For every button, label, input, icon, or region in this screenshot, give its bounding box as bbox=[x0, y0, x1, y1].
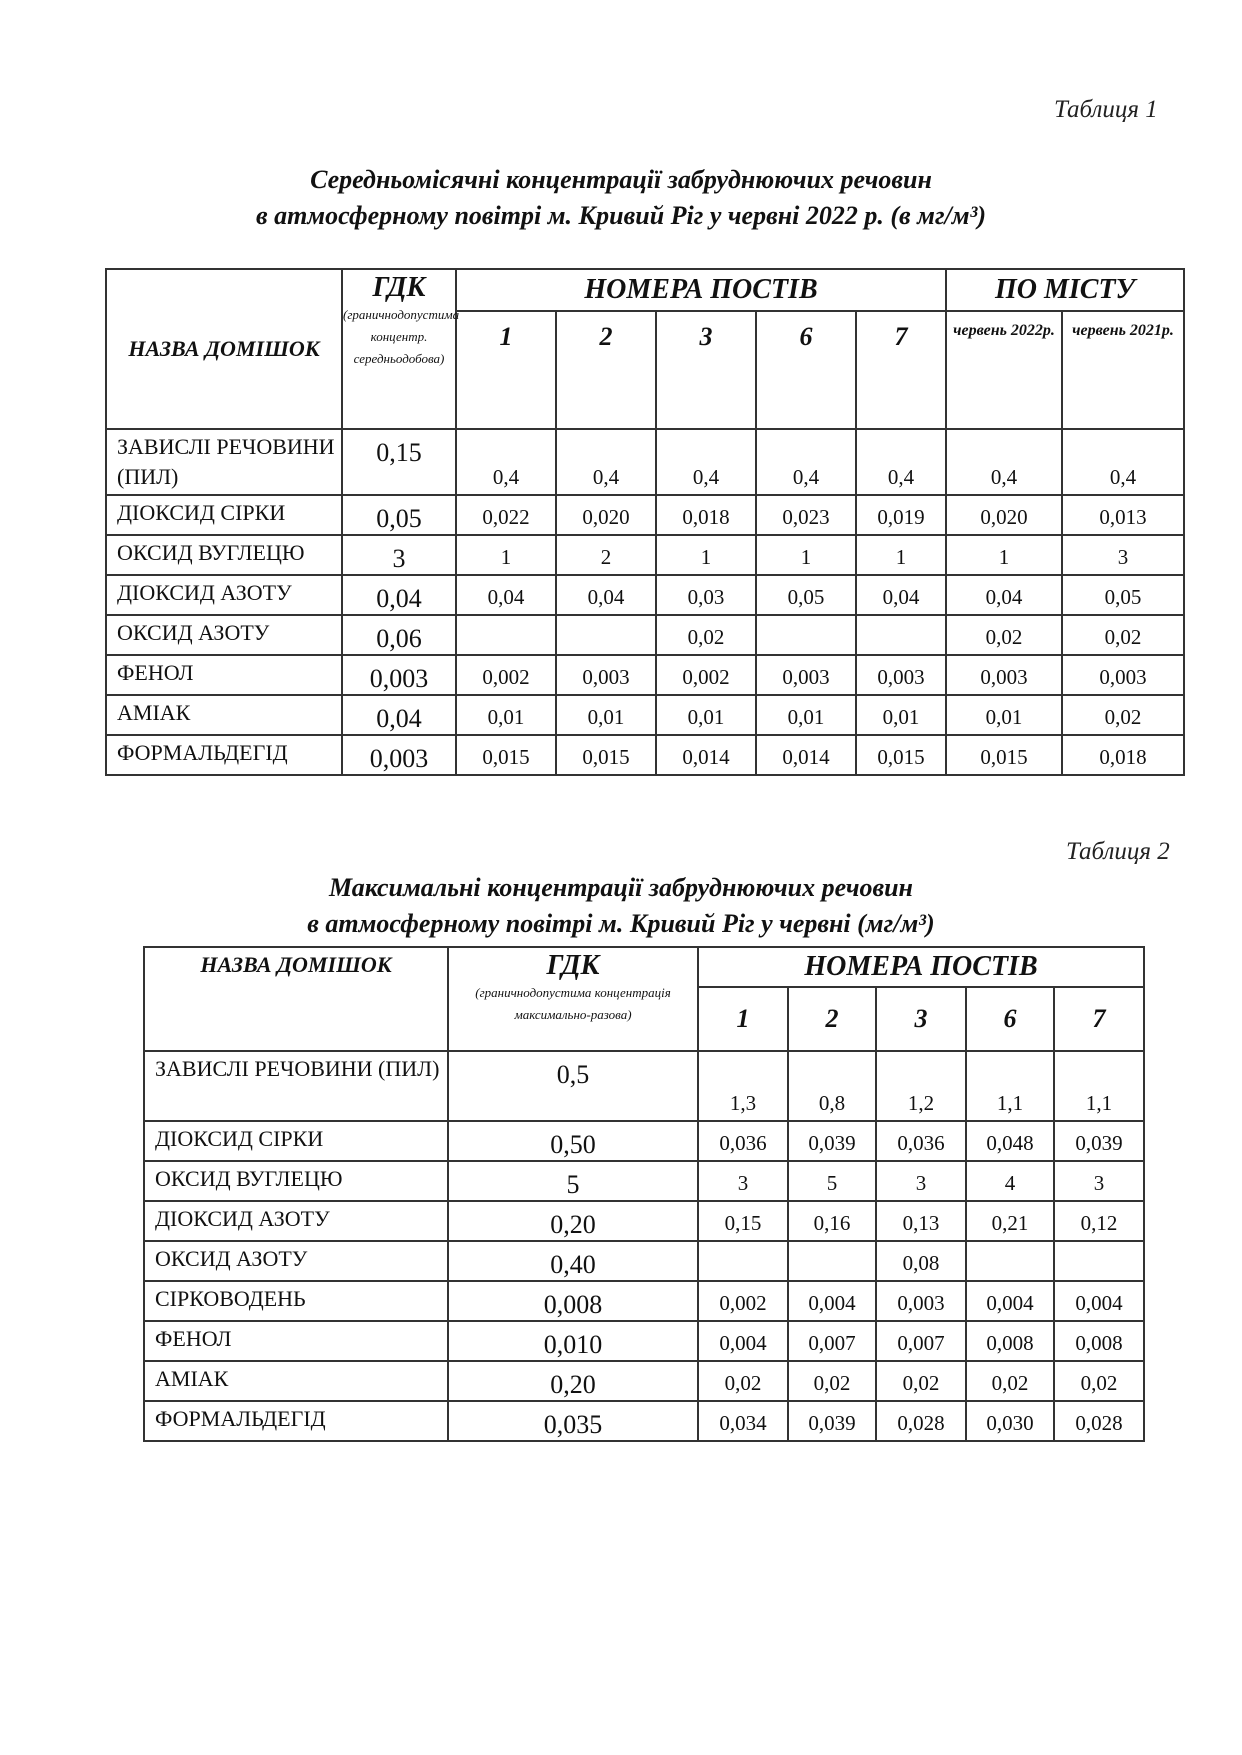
t2-row-value: 0,02 bbox=[788, 1361, 876, 1401]
t2-header-gdk-note: (граничнодопустима концентрація максимально-разова) bbox=[475, 985, 671, 1022]
t1-row-value: 0,4 bbox=[756, 429, 856, 495]
t1-row-value: 0,002 bbox=[656, 655, 756, 695]
t2-row-value: 0,004 bbox=[1054, 1281, 1144, 1321]
t1-row-value: 0,04 bbox=[946, 575, 1062, 615]
t1-row-value: 0,4 bbox=[946, 429, 1062, 495]
t2-row-value bbox=[698, 1241, 788, 1281]
table2-title bbox=[0, 870, 1242, 942]
t1-row-value: 0,4 bbox=[656, 429, 756, 495]
t1-row-value: 0,02 bbox=[656, 615, 756, 655]
t1-row-value: 0,013 bbox=[1062, 495, 1184, 535]
t2-row-name: ЗАВИСЛІ РЕЧОВИНИ (ПИЛ) bbox=[144, 1051, 448, 1121]
t2-row-value: 0,02 bbox=[876, 1361, 966, 1401]
t1-row-value: 0,04 bbox=[456, 575, 556, 615]
t1-row-value: 1 bbox=[656, 535, 756, 575]
t2-header-gdk-label: ГДК bbox=[546, 950, 600, 981]
t2-row-value bbox=[1054, 1241, 1144, 1281]
t1-row-value: 0,01 bbox=[856, 695, 946, 735]
t1-row bbox=[106, 495, 1184, 535]
t2-header-gdk bbox=[448, 947, 698, 1051]
t1-row bbox=[106, 535, 1184, 575]
t1-row-gdk: 0,04 bbox=[342, 695, 456, 735]
t2-row-value: 0,036 bbox=[876, 1121, 966, 1161]
t1-row-value: 0,4 bbox=[456, 429, 556, 495]
t2-row-value: 4 bbox=[966, 1161, 1054, 1201]
t2-row-value: 0,13 bbox=[876, 1201, 966, 1241]
t2-row bbox=[144, 1161, 1144, 1201]
t1-row-value: 0,4 bbox=[856, 429, 946, 495]
table2-title-line2: в атмосферному повітрі м. Кривий Ріг у червні (мг/м³) bbox=[307, 909, 935, 938]
t1-header-posts: НОМЕРА ПОСТІВ bbox=[456, 269, 946, 311]
t2-row-name: АМІАК bbox=[144, 1361, 448, 1401]
t1-row-value: 0,015 bbox=[556, 735, 656, 775]
t1-row-value: 0,020 bbox=[946, 495, 1062, 535]
t2-header-post: 7 bbox=[1054, 987, 1144, 1051]
t2-row-gdk: 0,035 bbox=[448, 1401, 698, 1441]
t1-header-gdk bbox=[342, 269, 460, 429]
t2-row bbox=[144, 1321, 1144, 1361]
t2-row-gdk: 0,008 bbox=[448, 1281, 698, 1321]
t1-header-post: 1 bbox=[456, 311, 556, 429]
t2-row-value: 0,034 bbox=[698, 1401, 788, 1441]
t1-row-name: ОКСИД АЗОТУ bbox=[106, 615, 342, 655]
t1-row bbox=[106, 429, 1184, 495]
t2-row-value: 5 bbox=[788, 1161, 876, 1201]
t1-row-value: 0,020 bbox=[556, 495, 656, 535]
t2-row-gdk: 0,40 bbox=[448, 1241, 698, 1281]
table1-title-line1: Середньомісячні концентрації забруднюючих речовин bbox=[310, 165, 932, 194]
t1-row-value: 0,05 bbox=[756, 575, 856, 615]
t1-row-gdk: 0,05 bbox=[342, 495, 456, 535]
t2-header-name: НАЗВА ДОМІШОК bbox=[144, 947, 448, 1051]
t1-row-value: 0,01 bbox=[656, 695, 756, 735]
t2-row-value: 0,08 bbox=[876, 1241, 966, 1281]
t1-row-value: 0,003 bbox=[946, 655, 1062, 695]
t1-row-value bbox=[756, 615, 856, 655]
t2-row-value: 0,8 bbox=[788, 1051, 876, 1121]
t2-row-name: ОКСИД ВУГЛЕЦЮ bbox=[144, 1161, 448, 1201]
t2-header-post: 6 bbox=[966, 987, 1054, 1051]
t2-row-value: 0,003 bbox=[876, 1281, 966, 1321]
t2-row-value: 1,3 bbox=[698, 1051, 788, 1121]
t1-row-value: 0,01 bbox=[556, 695, 656, 735]
t1-row-value: 0,05 bbox=[1062, 575, 1184, 615]
t2-row-name: ДІОКСИД АЗОТУ bbox=[144, 1201, 448, 1241]
t2-row-value: 0,036 bbox=[698, 1121, 788, 1161]
t1-row-value: 0,003 bbox=[1062, 655, 1184, 695]
t2-row-value: 0,039 bbox=[788, 1401, 876, 1441]
t2-row-value: 0,008 bbox=[1054, 1321, 1144, 1361]
t2-row-gdk: 0,50 bbox=[448, 1121, 698, 1161]
t2-row bbox=[144, 1201, 1144, 1241]
t2-row-value bbox=[788, 1241, 876, 1281]
t1-row-value: 0,003 bbox=[556, 655, 656, 695]
table2 bbox=[143, 946, 1145, 1442]
t1-row-value: 0,002 bbox=[456, 655, 556, 695]
t2-row bbox=[144, 1241, 1144, 1281]
t1-row-value bbox=[456, 615, 556, 655]
t2-row bbox=[144, 1361, 1144, 1401]
t1-row-gdk: 0,04 bbox=[342, 575, 456, 615]
t1-row-name: ДІОКСИД СІРКИ bbox=[106, 495, 342, 535]
t2-row-value: 3 bbox=[876, 1161, 966, 1201]
t1-row-value: 2 bbox=[556, 535, 656, 575]
table1-label: Таблиця 1 bbox=[1054, 96, 1158, 123]
t2-header-post: 2 bbox=[788, 987, 876, 1051]
t1-header-name: НАЗВА ДОМІШОК bbox=[106, 269, 342, 429]
t1-row-name: ЗАВИСЛІ РЕЧОВИНИ (ПИЛ) bbox=[106, 429, 342, 495]
t2-row-value: 0,030 bbox=[966, 1401, 1054, 1441]
t2-row-gdk: 0,20 bbox=[448, 1201, 698, 1241]
t2-row-name: ОКСИД АЗОТУ bbox=[144, 1241, 448, 1281]
t2-row-value: 0,004 bbox=[788, 1281, 876, 1321]
t1-row-value: 0,018 bbox=[1062, 735, 1184, 775]
t2-row-value bbox=[966, 1241, 1054, 1281]
t1-row-gdk: 3 bbox=[342, 535, 456, 575]
t2-row-value: 1,2 bbox=[876, 1051, 966, 1121]
t2-row-value: 0,008 bbox=[966, 1321, 1054, 1361]
t1-header-city: ПО МІСТУ bbox=[946, 269, 1184, 311]
t1-row-gdk: 0,06 bbox=[342, 615, 456, 655]
t1-header-post: 3 bbox=[656, 311, 756, 429]
t2-row-value: 0,02 bbox=[698, 1361, 788, 1401]
t2-row-gdk: 5 bbox=[448, 1161, 698, 1201]
t1-row-value bbox=[556, 615, 656, 655]
t1-header-gdk-note: (граничнодопустима концентр. середньодобова) bbox=[343, 307, 460, 366]
t1-row-name: АМІАК bbox=[106, 695, 342, 735]
t1-row-value: 0,014 bbox=[756, 735, 856, 775]
t1-row-value: 0,023 bbox=[756, 495, 856, 535]
t2-row-value: 0,21 bbox=[966, 1201, 1054, 1241]
t1-row-value: 0,018 bbox=[656, 495, 756, 535]
t1-row-gdk: 0,15 bbox=[342, 429, 456, 495]
t2-row-value: 0,028 bbox=[1054, 1401, 1144, 1441]
t2-row bbox=[144, 1281, 1144, 1321]
t1-row-name: ДІОКСИД АЗОТУ bbox=[106, 575, 342, 615]
t2-row-name: ДІОКСИД СІРКИ bbox=[144, 1121, 448, 1161]
t1-row-gdk: 0,003 bbox=[342, 735, 456, 775]
t1-header-post: 2 bbox=[556, 311, 656, 429]
t1-row-value: 0,4 bbox=[1062, 429, 1184, 495]
t2-header-posts: НОМЕРА ПОСТІВ bbox=[698, 947, 1144, 987]
t2-row bbox=[144, 1401, 1144, 1441]
t1-row-value: 0,02 bbox=[1062, 615, 1184, 655]
t1-row bbox=[106, 655, 1184, 695]
t1-row-value: 0,003 bbox=[856, 655, 946, 695]
t2-row-value: 0,048 bbox=[966, 1121, 1054, 1161]
t1-row-value: 0,019 bbox=[856, 495, 946, 535]
t1-row-name: ФЕНОЛ bbox=[106, 655, 342, 695]
t1-row-value: 0,4 bbox=[556, 429, 656, 495]
t1-row-value: 0,003 bbox=[756, 655, 856, 695]
t2-row-value: 0,002 bbox=[698, 1281, 788, 1321]
t2-row-name: ФОРМАЛЬДЕГІД bbox=[144, 1401, 448, 1441]
t2-row bbox=[144, 1121, 1144, 1161]
t2-row-value: 0,15 bbox=[698, 1201, 788, 1241]
t1-row-value: 0,03 bbox=[656, 575, 756, 615]
t1-row-value: 0,01 bbox=[456, 695, 556, 735]
t2-row-value: 1,1 bbox=[966, 1051, 1054, 1121]
t1-row-value: 0,02 bbox=[946, 615, 1062, 655]
t1-row-name: ФОРМАЛЬДЕГІД bbox=[106, 735, 342, 775]
table1-title bbox=[0, 162, 1242, 234]
t1-row-value: 0,022 bbox=[456, 495, 556, 535]
t2-row-value: 3 bbox=[1054, 1161, 1144, 1201]
t1-row bbox=[106, 735, 1184, 775]
t2-row-name: СІРКОВОДЕНЬ bbox=[144, 1281, 448, 1321]
t1-row-value: 1 bbox=[456, 535, 556, 575]
t1-row-value: 0,014 bbox=[656, 735, 756, 775]
t2-row-value: 0,039 bbox=[788, 1121, 876, 1161]
t1-row-value: 1 bbox=[856, 535, 946, 575]
t1-header-post: 6 bbox=[756, 311, 856, 429]
t1-row-gdk: 0,003 bbox=[342, 655, 456, 695]
t1-row-value: 0,04 bbox=[556, 575, 656, 615]
t1-row-value: 0,04 bbox=[856, 575, 946, 615]
t1-row-value: 0,02 bbox=[1062, 695, 1184, 735]
t2-row-value: 0,004 bbox=[698, 1321, 788, 1361]
t1-row-value: 0,015 bbox=[946, 735, 1062, 775]
t2-row-value: 0,16 bbox=[788, 1201, 876, 1241]
t2-header-post: 3 bbox=[876, 987, 966, 1051]
t1-row-value: 0,015 bbox=[856, 735, 946, 775]
t2-row bbox=[144, 1051, 1144, 1121]
t1-row-value: 0,015 bbox=[456, 735, 556, 775]
t1-row-name: ОКСИД ВУГЛЕЦЮ bbox=[106, 535, 342, 575]
t2-row-value: 0,02 bbox=[1054, 1361, 1144, 1401]
t1-row-value: 0,01 bbox=[946, 695, 1062, 735]
t2-row-gdk: 0,010 bbox=[448, 1321, 698, 1361]
t1-row-value: 3 bbox=[1062, 535, 1184, 575]
t2-row-gdk: 0,5 bbox=[448, 1051, 698, 1121]
t2-header-post: 1 bbox=[698, 987, 788, 1051]
t2-row-name: ФЕНОЛ bbox=[144, 1321, 448, 1361]
t1-row-value: 1 bbox=[756, 535, 856, 575]
t1-header-city-col: червень 2021р. bbox=[1062, 311, 1184, 429]
t2-row-value: 0,004 bbox=[966, 1281, 1054, 1321]
t2-row-value: 0,12 bbox=[1054, 1201, 1144, 1241]
t2-row-value: 0,039 bbox=[1054, 1121, 1144, 1161]
t2-row-value: 0,007 bbox=[788, 1321, 876, 1361]
t1-header-city-col: червень 2022р. bbox=[946, 311, 1062, 429]
t1-row bbox=[106, 695, 1184, 735]
t1-header-gdk-label: ГДК bbox=[372, 272, 426, 303]
table2-title-line1: Максимальні концентрації забруднюючих речовин bbox=[329, 873, 913, 902]
t2-row-value: 3 bbox=[698, 1161, 788, 1201]
t2-row-value: 0,007 bbox=[876, 1321, 966, 1361]
table2-label: Таблиця 2 bbox=[1066, 838, 1170, 865]
t2-row-gdk: 0,20 bbox=[448, 1361, 698, 1401]
t1-row-value: 0,01 bbox=[756, 695, 856, 735]
table1 bbox=[105, 268, 1185, 776]
t1-row-value bbox=[856, 615, 946, 655]
t2-row-value: 0,028 bbox=[876, 1401, 966, 1441]
t1-row-value: 1 bbox=[946, 535, 1062, 575]
t1-row bbox=[106, 575, 1184, 615]
table1-title-line2: в атмосферному повітрі м. Кривий Ріг у червні 2022 р. (в мг/м³) bbox=[255, 201, 987, 230]
t1-row bbox=[106, 615, 1184, 655]
t2-row-value: 1,1 bbox=[1054, 1051, 1144, 1121]
t1-header-post: 7 bbox=[856, 311, 946, 429]
t2-row-value: 0,02 bbox=[966, 1361, 1054, 1401]
